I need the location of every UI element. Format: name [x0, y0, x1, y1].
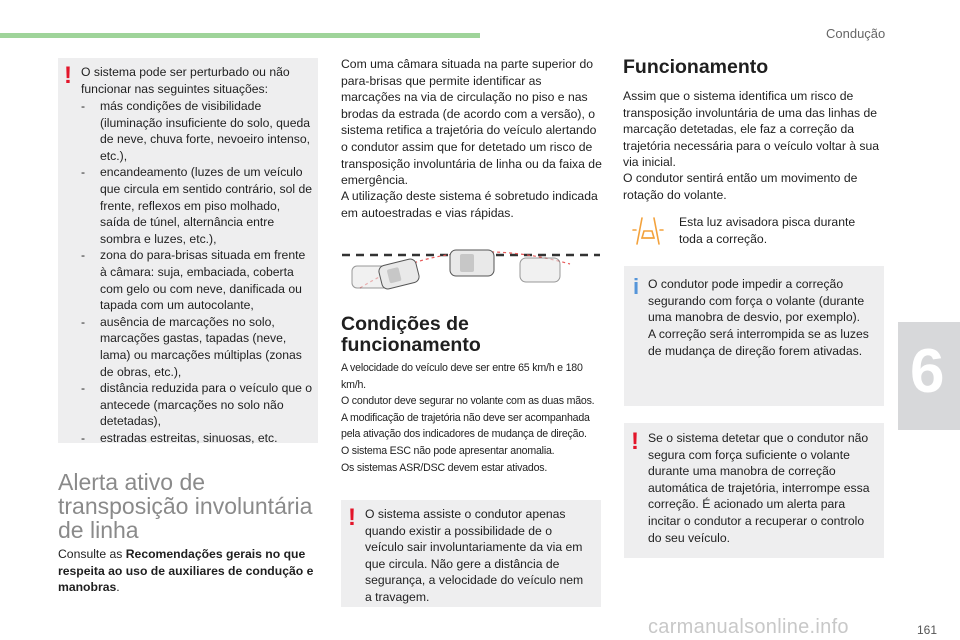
condition-line: A modificação de trajetória não deve ser acompanhada pela ativação dos indicadores de mudança de direção. — [341, 411, 590, 441]
top-accent-bar — [0, 33, 480, 38]
intro-paragraph-2: A utilização deste sistema é sobretudo indicada em autoestradas e vias rápidas. — [341, 189, 598, 220]
page-number: 161 — [917, 623, 938, 637]
intro-paragraph-1: Com uma câmara situada na parte superior do para-brisas que permite identificar as marcações na via de circulação no piso e nas brodas da estrada (de acordo com a versão), o sistema retifica a trajetória do veículo alertando o condutor assim que for detetado um risco de transposição involuntária de linha ou da faixa de emergência. — [341, 57, 602, 188]
lane-keep-assist-lamp-icon — [631, 216, 665, 246]
car-lane-correction-illustration — [340, 240, 602, 298]
list-item: - zona do para-brisas situada em frente à câmara: suja, embaciada, coberta com gelo ou com neve, danificada ou tapada com um autocolante, — [81, 247, 313, 313]
list-item: - ausência de marcações no solo, marcações gastas, tapadas (neve, lama) ou marcações múltiplas (zonas de obras, etc.), — [81, 314, 313, 380]
list-item: - encandeamento (luzes de um veículo que circula em sentido contrário, sol de frente, reflexos em piso molhado, saída de túnel, alternância entre sombra e luzes, etc.), — [81, 164, 313, 247]
list-item: - más condições de visibilidade (iluminação insuficiente do solo, queda de neve, chuva forte, nevoeiro intenso, etc.), — [81, 98, 313, 164]
watermark: carmanualsonline.info — [648, 616, 849, 638]
functioning-title: Funcionamento — [623, 56, 769, 78]
consult-paragraph — [58, 546, 320, 596]
condition-line: O condutor deve segurar no volante com as duas mãos. — [341, 395, 595, 408]
condition-line: O sistema ESC não pode apresentar anomalia. — [341, 444, 555, 457]
chapter-tab — [898, 322, 960, 430]
warning-exclamation-icon: ! — [64, 62, 72, 89]
warning-exclamation-icon: ! — [348, 504, 356, 531]
chapter-number: 6 — [910, 337, 945, 406]
consult-prefix: Consulte as — [58, 547, 126, 561]
warning-exclamation-icon: ! — [631, 428, 639, 455]
warning-intro: O sistema pode ser perturbado ou não funcionar nas seguintes situações: — [81, 65, 290, 96]
list-item: - estradas estreitas, sinuosas, etc. — [81, 430, 313, 447]
assist-warning-text: O sistema assiste o condutor apenas quando existir a possibilidade de o veículo sair involuntariamente da via em que circula. Não gere a distância de segurança, a velocidade do veículo nem a travagem. — [365, 507, 584, 604]
info-icon: i — [633, 274, 640, 299]
section-title: Condução — [826, 26, 886, 41]
list-item: - distância reduzida para o veículo que o antecede (marcações no solo não detetadas), — [81, 380, 313, 430]
conditions-list — [341, 360, 605, 476]
warning-list — [81, 98, 313, 446]
consult-suffix: . — [116, 580, 120, 595]
conditions-title: Condições de funcionamento — [341, 313, 481, 356]
condition-line: Os sistemas ASR/DSC devem estar ativados. — [341, 461, 548, 474]
functioning-paragraph-2: O condutor sentirá então um movimento de rotação do volante. — [623, 171, 858, 202]
info-paragraph-1: O condutor pode impedir a correção segurando com força o volante (durante uma manobra de desvio, por exemplo). — [648, 277, 865, 325]
condition-line: A velocidade do veículo deve ser entre 65 km/h e 180 km/h. — [341, 362, 583, 391]
correction-warning-text: Se o sistema detetar que o condutor não segura com força suficiente o volante durante uma manobra de correção automática de trajetória, interrompe essa correção. É acionado um alerta para incitar o condutor a recuperar o controlo do seu veículo. — [648, 431, 870, 545]
functioning-paragraph-1: Assim que o sistema identifica um risco de transposição involuntária de uma das linhas de marcação detetadas, ele faz a correção da trajetória necessária para o veículo voltar à sua via inicial. — [623, 89, 880, 170]
lamp-description: Esta luz avisadora pisca durante toda a correção. — [679, 215, 856, 246]
info-paragraph-2: A correção será interrompida se as luzes de mudança de direção forem ativadas. — [648, 327, 869, 358]
consult-reference: Recomendações gerais no que respeita ao uso de auxiliares de condução e manobras — [58, 547, 314, 595]
alert-section-title: Alerta ativo de transposição involuntária de linha — [58, 469, 313, 543]
